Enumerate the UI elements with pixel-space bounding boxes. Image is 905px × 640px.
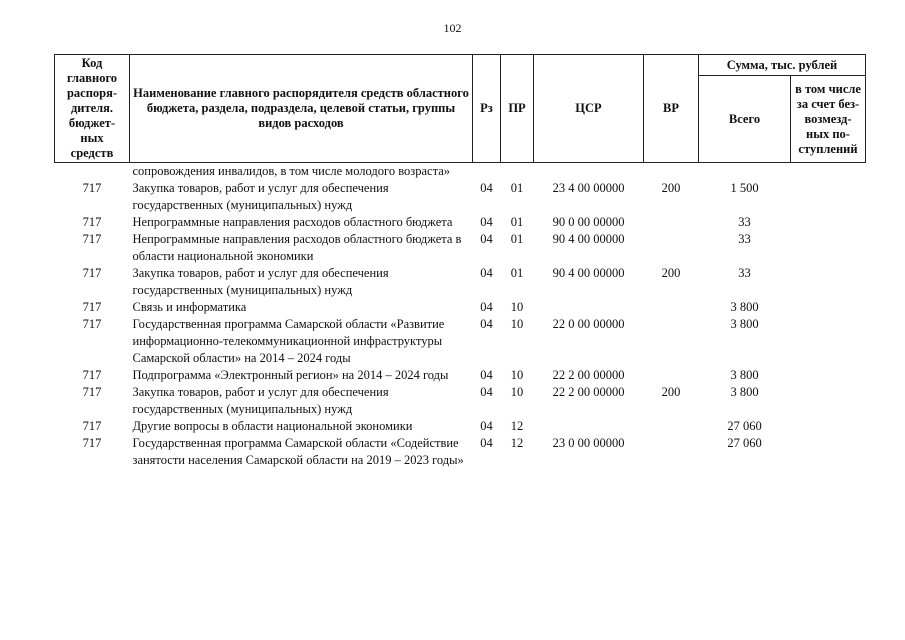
cell-free: [791, 180, 866, 214]
cell-rz: 04: [480, 419, 493, 433]
header-total: Всего: [699, 76, 791, 163]
table-row: [55, 214, 866, 231]
cell-name: Непрограммные направления расходов областного бюджета в области национальной экономики: [132, 232, 462, 263]
cell-pr: 12: [510, 436, 524, 450]
cell-code: 717: [82, 385, 102, 399]
cell-rz: [473, 163, 501, 181]
cell-csr: 22 0 00 00000: [552, 317, 625, 331]
table-row: [55, 367, 866, 384]
cell-vr: [644, 435, 699, 469]
cell-code: 717: [82, 215, 102, 229]
table-row: [55, 231, 866, 265]
table-row: [55, 418, 866, 435]
cell-pr: 12: [510, 419, 524, 433]
cell-total: 33: [738, 232, 751, 246]
cell-free: [791, 435, 866, 469]
header-pr: ПР: [501, 55, 534, 163]
cell-code: 717: [82, 436, 102, 450]
header-csr: ЦСР: [534, 55, 644, 163]
cell-free: [791, 265, 866, 299]
cell-name: Подпрограмма «Электронный регион» на 2014 – 2024 годы: [132, 368, 449, 382]
cell-total: 3 800: [730, 317, 759, 331]
cell-name: сопровождения инвалидов, в том числе молодого возраста»: [132, 164, 450, 178]
header-vr: ВР: [644, 55, 699, 163]
cell-rz: 04: [480, 436, 493, 450]
cell-free: [791, 367, 866, 384]
cell-pr: 01: [510, 232, 524, 246]
cell-total: 27 060: [727, 419, 762, 433]
cell-vr: [644, 316, 699, 367]
cell-total: 1 500: [730, 181, 759, 195]
header-rz: Рз: [473, 55, 501, 163]
cell-pr: 01: [510, 266, 524, 280]
table-row: [55, 384, 866, 418]
cell-vr: [644, 163, 699, 181]
table-row: [55, 435, 866, 469]
cell-vr: 200: [661, 266, 681, 280]
cell-pr: 10: [510, 368, 524, 382]
cell-total: 3 800: [730, 368, 759, 382]
cell-total: 27 060: [727, 436, 762, 450]
cell-code: 717: [82, 368, 102, 382]
cell-rz: 04: [480, 215, 493, 229]
header-sum: Сумма, тыс. рублей: [699, 55, 866, 76]
cell-pr: 10: [510, 300, 524, 314]
cell-name: Закупка товаров, работ и услуг для обеспечения государственных (муниципальных) нужд: [132, 181, 389, 212]
table-row: [55, 180, 866, 214]
cell-csr: 23 4 00 00000: [552, 181, 625, 195]
cell-total: 3 800: [730, 385, 759, 399]
cell-name: Государственная программа Самарской области «Содействие занятости населения Самарской области на 2019 – 2023 годы»: [132, 436, 464, 467]
cell-code: 717: [82, 300, 102, 314]
cell-pr: [501, 163, 534, 181]
cell-csr: 22 2 00 00000: [552, 368, 625, 382]
cell-vr: 200: [661, 181, 681, 195]
cell-vr: [644, 231, 699, 265]
cell-pr: 10: [510, 385, 524, 399]
cell-rz: 04: [480, 317, 493, 331]
cell-rz: 04: [480, 300, 493, 314]
cell-name: Другие вопросы в области национальной экономики: [132, 419, 413, 433]
cell-code: 717: [82, 232, 102, 246]
table-row: [55, 316, 866, 367]
cell-rz: 04: [480, 232, 493, 246]
cell-pr: 10: [510, 317, 524, 331]
table-header: [55, 55, 866, 163]
cell-csr: [534, 299, 644, 316]
cell-vr: [644, 418, 699, 435]
cell-total: 3 800: [730, 300, 759, 314]
cell-free: [791, 384, 866, 418]
cell-name: Государственная программа Самарской области «Развитие информационно-телекоммуникационной инфраструктуры Самарской области» на 2014 – 2024 годы: [132, 317, 445, 365]
cell-code: 717: [82, 317, 102, 331]
table-row: [55, 299, 866, 316]
cell-name: Закупка товаров, работ и услуг для обеспечения государственных (муниципальных) нужд: [132, 266, 389, 297]
cell-total: [699, 163, 791, 181]
cell-csr: 90 0 00 00000: [552, 215, 625, 229]
header-name: Наименование главного распорядителя средств областного бюджета, раздела, подраздела, целевой статьи, группы видов расходов: [130, 55, 473, 163]
cell-free: [791, 299, 866, 316]
cell-pr: 01: [510, 181, 524, 195]
cell-vr: [644, 214, 699, 231]
cell-rz: 04: [480, 368, 493, 382]
cell-code: 717: [82, 266, 102, 280]
table-body: [55, 163, 866, 470]
cell-rz: 04: [480, 181, 493, 195]
cell-csr: 22 2 00 00000: [552, 385, 625, 399]
cell-csr: 90 4 00 00000: [552, 232, 625, 246]
header-code: Код главного распоря-дителя. бюджет-ных средств: [55, 55, 130, 163]
cell-vr: [644, 299, 699, 316]
cell-code: 717: [82, 419, 102, 433]
cell-pr: 01: [510, 215, 524, 229]
cell-free: [791, 163, 866, 181]
header-free: в том числе за счет без-возмезд-ных по-ступлений: [791, 76, 866, 163]
table-row: [55, 265, 866, 299]
budget-table: [54, 54, 866, 469]
cell-total: 33: [738, 215, 751, 229]
table-row: [55, 163, 866, 181]
cell-csr: [534, 163, 644, 181]
cell-vr: 200: [661, 385, 681, 399]
page-number: 102: [443, 21, 462, 35]
cell-rz: 04: [480, 266, 493, 280]
cell-name: Закупка товаров, работ и услуг для обеспечения государственных (муниципальных) нужд: [132, 385, 389, 416]
cell-code: [55, 163, 130, 181]
cell-total: 33: [738, 266, 751, 280]
cell-csr: 23 0 00 00000: [552, 436, 625, 450]
cell-free: [791, 418, 866, 435]
cell-free: [791, 231, 866, 265]
cell-name: Непрограммные направления расходов областного бюджета: [132, 215, 453, 229]
cell-csr: 90 4 00 00000: [552, 266, 625, 280]
cell-csr: [534, 418, 644, 435]
cell-free: [791, 214, 866, 231]
cell-vr: [644, 367, 699, 384]
cell-code: 717: [82, 181, 102, 195]
cell-rz: 04: [480, 385, 493, 399]
cell-name: Связь и информатика: [132, 300, 247, 314]
cell-free: [791, 316, 866, 367]
